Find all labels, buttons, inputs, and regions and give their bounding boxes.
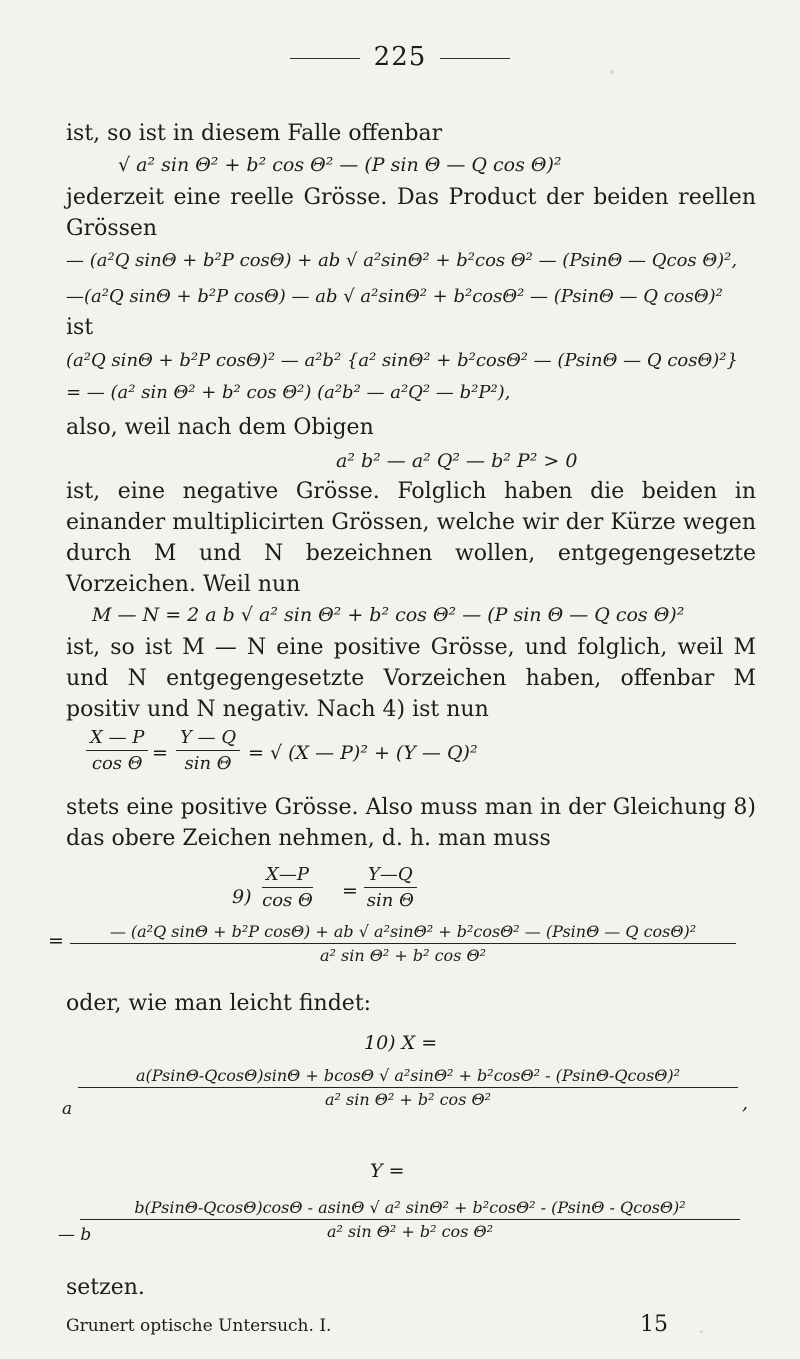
equation-11-prefix: — b — [58, 1225, 92, 1245]
paper-speck — [610, 70, 614, 74]
fraction-numerator: Y—Q — [368, 864, 413, 885]
paragraph-5: ist, eine negative Grösse. Folglich haben die beiden in einander multiplicirten Grössen, welche wir der Kürze wegen durch M und N bezeichnen wollen, entgegengesetzte Vorzeichen. Weil nun — [66, 479, 756, 597]
fraction-denominator: a² sin Θ² + b² cos Θ² — [80, 1219, 740, 1241]
paragraph-3: ist — [66, 315, 94, 340]
equation-9-fraction-1 — [262, 864, 313, 911]
paragraph-4: also, weil nach dem Obigen — [66, 415, 374, 440]
fraction-numerator: a(PsinΘ-QcosΘ)sinΘ + bcosΘ √ a²sinΘ² + b²cosΘ² - (PsinΘ-QcosΘ)² — [135, 1066, 681, 1085]
header-rule-left — [290, 58, 360, 59]
paragraph-7: stets eine positive Grösse. Also muss man in der Gleichung 8) das obere Zeichen nehmen, d. h. man muss — [66, 795, 756, 851]
paragraph-2: jederzeit eine reelle Grösse. Das Product der beiden reellen Grössen — [66, 185, 756, 241]
equation-10-prefix: a — [62, 1099, 73, 1119]
equation-2b: —(a²Q sinΘ + b²P cosΘ) — ab √ a²sinΘ² + b²cosΘ² — (PsinΘ — Q cosΘ)² — [66, 286, 723, 307]
fraction-denominator: a² sin Θ² + b² cos Θ² — [70, 943, 736, 965]
fraction-denominator: sin Θ — [176, 750, 240, 774]
paragraph-8: oder, wie man leicht findet: — [66, 991, 372, 1016]
equation-6-fraction-1 — [86, 727, 148, 774]
fraction-denominator: sin Θ — [364, 887, 417, 911]
equation-6-fraction-2 — [176, 727, 240, 774]
equals-sign: = — [342, 880, 358, 902]
paragraph-9: setzen. — [66, 1275, 145, 1300]
fraction-numerator: X — P — [90, 727, 145, 748]
footer-signature-mark: 15 — [640, 1312, 668, 1337]
equation-1: √ a² sin Θ² + b² cos Θ² — (P sin Θ — Q cos Θ)² — [118, 154, 562, 176]
page-number-header — [0, 42, 800, 72]
paragraph-1: ist, so ist in diesem Falle offenbar — [66, 121, 443, 146]
fraction-numerator: Y — Q — [180, 727, 237, 748]
equation-10-fraction — [78, 1066, 738, 1109]
equation-10-label: 10) X = — [364, 1032, 438, 1054]
equation-5: M — N = 2 a b √ a² sin Θ² + b² cos Θ² — (P sin Θ — Q cos Θ)² — [92, 604, 685, 626]
equation-2a: — (a²Q sinΘ + b²P cosΘ) + ab √ a²sinΘ² + b²cos Θ² — (PsinΘ — Qcos Θ)², — [66, 250, 738, 271]
equation-11-label: Y = — [370, 1160, 405, 1182]
fraction-numerator: b(PsinΘ-QcosΘ)cosΘ - asinΘ √ a² sinΘ² + b²cosΘ² - (PsinΘ - QcosΘ)² — [134, 1198, 686, 1217]
equation-3a: (a²Q sinΘ + b²P cosΘ)² — a²b² {a² sinΘ² + b²cosΘ² — (PsinΘ — Q cosΘ)²} — [66, 350, 738, 371]
equals-sign: = — [152, 742, 168, 764]
fraction-numerator: X—P — [266, 864, 309, 885]
fraction-denominator: a² sin Θ² + b² cos Θ² — [78, 1087, 738, 1109]
equation-9-fraction-2 — [364, 864, 417, 911]
fraction-denominator: cos Θ — [86, 750, 148, 774]
equation-11-fraction — [80, 1198, 740, 1241]
equation-9-big-fraction — [70, 922, 736, 965]
fraction-denominator: cos Θ — [262, 887, 313, 911]
equals-sign: = — [48, 930, 64, 952]
equation-4: a² b² — a² Q² — b² P² > 0 — [336, 450, 578, 472]
equation-6-rhs: = √ (X — P)² + (Y — Q)² — [248, 742, 478, 764]
equation-10-suffix: , — [742, 1092, 749, 1114]
fraction-numerator: — (a²Q sinΘ + b²P cosΘ) + ab √ a²sinΘ² + b²cosΘ² — (PsinΘ — Q cosΘ)² — [109, 922, 697, 941]
footer-source-line: Grunert optische Untersuch. I. — [66, 1316, 332, 1336]
paragraph-6: ist, so ist M — N eine positive Grösse, und folglich, weil M und N entgegengesetzte Vorzeichen haben, offenbar M positiv und N negativ. Nach 4) ist nun — [66, 635, 756, 722]
page-number: 225 — [373, 42, 427, 72]
equation-3b: = — (a² sin Θ² + b² cos Θ²) (a²b² — a²Q² — b²P²), — [66, 382, 511, 403]
header-rule-right — [440, 58, 510, 59]
equation-9-label: 9) — [232, 886, 252, 908]
paper-speck — [700, 1330, 703, 1333]
